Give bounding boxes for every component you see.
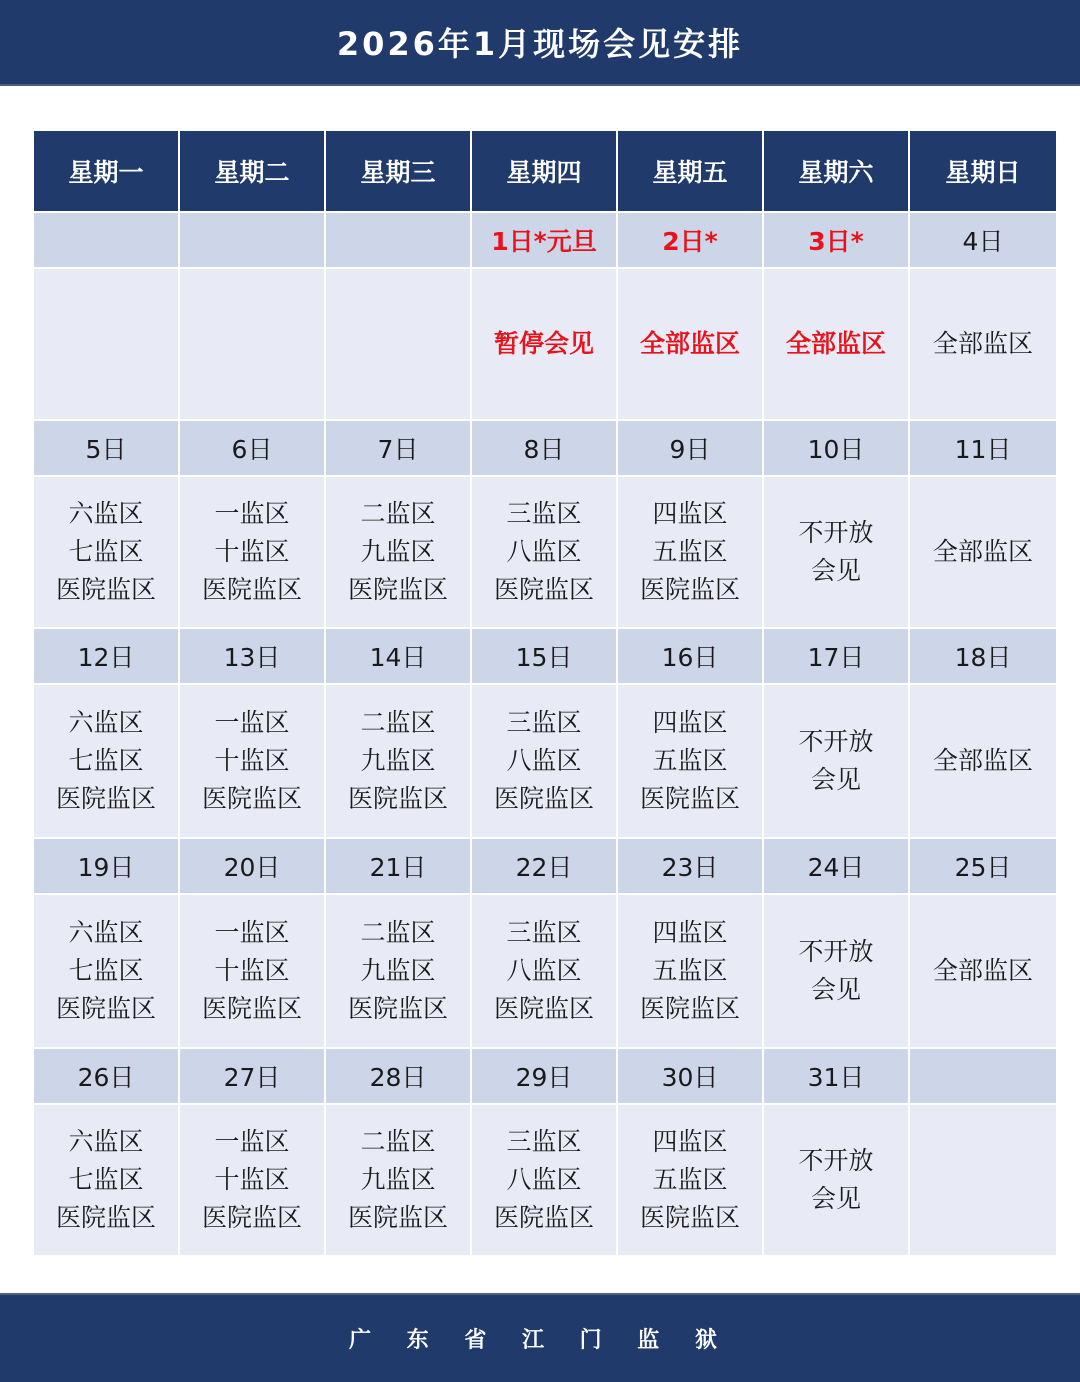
- schedule-line: 三监区: [506, 708, 582, 737]
- weekday-header-tue: 星期二: [179, 130, 325, 212]
- schedule-line: 医院监区: [55, 575, 156, 604]
- schedule-line: 一监区: [214, 1127, 290, 1156]
- date-row: [33, 212, 1057, 268]
- date-cell: 27日: [179, 1048, 325, 1104]
- schedule-cell: [909, 476, 1057, 628]
- schedule-line: 医院监区: [639, 575, 740, 604]
- schedule-cell: [33, 268, 179, 420]
- schedule-line: 四监区: [652, 918, 728, 947]
- schedule-line: 医院监区: [347, 784, 448, 813]
- schedule-cell: [617, 268, 763, 420]
- schedule-line: 九监区: [360, 537, 436, 566]
- date-row: [33, 420, 1057, 476]
- schedule-cell: [33, 1104, 179, 1256]
- schedule-cell: [325, 1104, 471, 1256]
- schedule-cell: [471, 684, 617, 838]
- date-cell: 8日: [471, 420, 617, 476]
- schedule-cell: [33, 684, 179, 838]
- schedule-line: 医院监区: [493, 994, 594, 1023]
- schedule-line: 二监区: [360, 708, 436, 737]
- schedule-cell: [471, 894, 617, 1048]
- date-cell: 29日: [471, 1048, 617, 1104]
- schedule-line: 七监区: [68, 956, 144, 985]
- date-cell: 10日: [763, 420, 909, 476]
- schedule-line: 七监区: [68, 746, 144, 775]
- schedule-row: [33, 1104, 1057, 1256]
- schedule-line: 三监区: [506, 1127, 582, 1156]
- schedule-line: 十监区: [214, 537, 290, 566]
- schedule-line: 全部监区: [932, 537, 1033, 566]
- schedule-line: 医院监区: [493, 575, 594, 604]
- schedule-cell: [325, 894, 471, 1048]
- schedule-line: 会见: [810, 765, 861, 794]
- schedule-cell: [179, 476, 325, 628]
- schedule-line: 十监区: [214, 956, 290, 985]
- schedule-line: 十监区: [214, 1165, 290, 1194]
- date-row: [33, 838, 1057, 894]
- weekday-header-row: [33, 130, 1057, 212]
- date-cell: 5日: [33, 420, 179, 476]
- schedule-cell: [763, 476, 909, 628]
- schedule-line: 会见: [810, 556, 861, 585]
- schedule-cell: [33, 894, 179, 1048]
- schedule-line: 四监区: [652, 499, 728, 528]
- schedule-cell: [179, 268, 325, 420]
- schedule-cell: [617, 684, 763, 838]
- date-cell: [325, 212, 471, 268]
- schedule-line: 全部监区: [932, 329, 1033, 358]
- date-cell: 24日: [763, 838, 909, 894]
- schedule-cell: [617, 894, 763, 1048]
- schedule-line: 全部监区: [639, 329, 740, 358]
- schedule-line: 八监区: [506, 537, 582, 566]
- schedule-line: 医院监区: [347, 575, 448, 604]
- date-cell: 18日: [909, 628, 1057, 684]
- schedule-cell: [325, 684, 471, 838]
- schedule-line: 医院监区: [201, 994, 302, 1023]
- page-title: 2026年1月现场会见安排: [0, 0, 1080, 84]
- calendar-body: [33, 212, 1057, 1256]
- schedule-line: 六监区: [68, 708, 144, 737]
- date-cell: 13日: [179, 628, 325, 684]
- date-cell: 23日: [617, 838, 763, 894]
- schedule-line: 医院监区: [55, 1203, 156, 1232]
- date-cell: 1日*元旦: [471, 212, 617, 268]
- weekday-header-mon: 星期一: [33, 130, 179, 212]
- visiting-calendar: [32, 129, 1058, 1257]
- schedule-cell: [763, 894, 909, 1048]
- schedule-cell: [471, 476, 617, 628]
- schedule-line: 全部监区: [785, 329, 886, 358]
- date-cell: 3日*: [763, 212, 909, 268]
- schedule-cell: [909, 1104, 1057, 1256]
- schedule-line: 医院监区: [639, 784, 740, 813]
- schedule-line: 七监区: [68, 1165, 144, 1194]
- schedule-row: [33, 894, 1057, 1048]
- schedule-cell: [179, 894, 325, 1048]
- schedule-line: 二监区: [360, 1127, 436, 1156]
- schedule-cell: [909, 268, 1057, 420]
- schedule-line: 三监区: [506, 499, 582, 528]
- footer-institution-name: 广 东 省 江 门 监 狱: [0, 1295, 1080, 1382]
- weekday-header-wed: 星期三: [325, 130, 471, 212]
- schedule-line: 二监区: [360, 499, 436, 528]
- schedule-line: 医院监区: [201, 1203, 302, 1232]
- schedule-line: 医院监区: [347, 994, 448, 1023]
- schedule-cell: [179, 1104, 325, 1256]
- schedule-cell: [325, 268, 471, 420]
- schedule-line: 九监区: [360, 1165, 436, 1194]
- weekday-header-sun: 星期日: [909, 130, 1057, 212]
- date-row: [33, 628, 1057, 684]
- header-divider: [0, 84, 1080, 86]
- schedule-line: 八监区: [506, 1165, 582, 1194]
- date-cell: 21日: [325, 838, 471, 894]
- date-cell: 9日: [617, 420, 763, 476]
- weekday-header-thu: 星期四: [471, 130, 617, 212]
- schedule-line: 不开放: [798, 727, 874, 756]
- schedule-line: 医院监区: [493, 784, 594, 813]
- date-cell: 26日: [33, 1048, 179, 1104]
- schedule-line: 五监区: [652, 746, 728, 775]
- schedule-line: 医院监区: [347, 1203, 448, 1232]
- schedule-cell: [909, 894, 1057, 1048]
- schedule-line: 六监区: [68, 1127, 144, 1156]
- schedule-cell: [617, 476, 763, 628]
- schedule-line: 全部监区: [932, 746, 1033, 775]
- schedule-line: 七监区: [68, 537, 144, 566]
- schedule-cell: [763, 1104, 909, 1256]
- schedule-line: 四监区: [652, 1127, 728, 1156]
- schedule-row: [33, 476, 1057, 628]
- date-cell: 31日: [763, 1048, 909, 1104]
- schedule-line: 一监区: [214, 499, 290, 528]
- schedule-line: 一监区: [214, 708, 290, 737]
- schedule-cell: [763, 684, 909, 838]
- schedule-line: 不开放: [798, 1146, 874, 1175]
- date-cell: 15日: [471, 628, 617, 684]
- schedule-line: 五监区: [652, 956, 728, 985]
- date-cell: 16日: [617, 628, 763, 684]
- date-cell: 19日: [33, 838, 179, 894]
- schedule-cell: [617, 1104, 763, 1256]
- schedule-line: 八监区: [506, 746, 582, 775]
- date-cell: 2日*: [617, 212, 763, 268]
- date-cell: 25日: [909, 838, 1057, 894]
- schedule-line: 三监区: [506, 918, 582, 947]
- schedule-line: 九监区: [360, 956, 436, 985]
- schedule-line: 医院监区: [493, 1203, 594, 1232]
- schedule-line: 八监区: [506, 956, 582, 985]
- schedule-line: 六监区: [68, 918, 144, 947]
- schedule-cell: [33, 476, 179, 628]
- schedule-line: 会见: [810, 975, 861, 1004]
- schedule-line: 九监区: [360, 746, 436, 775]
- date-cell: 11日: [909, 420, 1057, 476]
- schedule-line: 五监区: [652, 537, 728, 566]
- schedule-cell: [909, 684, 1057, 838]
- schedule-cell: [471, 268, 617, 420]
- date-cell: 4日: [909, 212, 1057, 268]
- date-cell: 20日: [179, 838, 325, 894]
- schedule-row: [33, 268, 1057, 420]
- date-cell: 17日: [763, 628, 909, 684]
- date-cell: 22日: [471, 838, 617, 894]
- weekday-header-sat: 星期六: [763, 130, 909, 212]
- weekday-header-fri: 星期五: [617, 130, 763, 212]
- schedule-line: 医院监区: [201, 784, 302, 813]
- schedule-row: [33, 684, 1057, 838]
- schedule-line: 不开放: [798, 518, 874, 547]
- schedule-line: 四监区: [652, 708, 728, 737]
- schedule-cell: [763, 268, 909, 420]
- date-cell: [33, 212, 179, 268]
- schedule-line: 十监区: [214, 746, 290, 775]
- schedule-line: 医院监区: [639, 994, 740, 1023]
- date-cell: 14日: [325, 628, 471, 684]
- schedule-line: 全部监区: [932, 956, 1033, 985]
- schedule-line: 二监区: [360, 918, 436, 947]
- date-cell: [179, 212, 325, 268]
- schedule-line: 六监区: [68, 499, 144, 528]
- schedule-line: 一监区: [214, 918, 290, 947]
- schedule-line: 会见: [810, 1184, 861, 1213]
- schedule-line: 医院监区: [201, 575, 302, 604]
- date-cell: 30日: [617, 1048, 763, 1104]
- schedule-line: 五监区: [652, 1165, 728, 1194]
- schedule-line: 医院监区: [639, 1203, 740, 1232]
- date-cell: 28日: [325, 1048, 471, 1104]
- schedule-line: 暂停会见: [493, 329, 594, 358]
- date-cell: [909, 1048, 1057, 1104]
- date-cell: 7日: [325, 420, 471, 476]
- schedule-cell: [179, 684, 325, 838]
- schedule-line: 医院监区: [55, 784, 156, 813]
- schedule-line: 医院监区: [55, 994, 156, 1023]
- date-cell: 12日: [33, 628, 179, 684]
- schedule-cell: [325, 476, 471, 628]
- schedule-line: 不开放: [798, 937, 874, 966]
- date-cell: 6日: [179, 420, 325, 476]
- schedule-cell: [471, 1104, 617, 1256]
- date-row: [33, 1048, 1057, 1104]
